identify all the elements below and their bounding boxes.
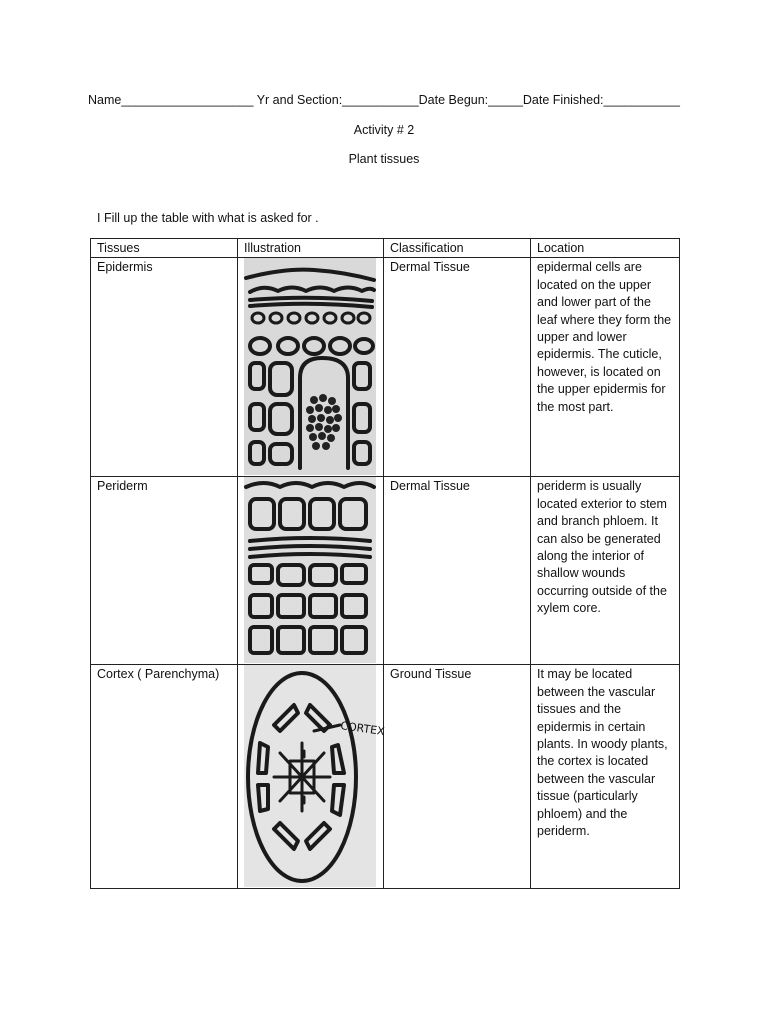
activity-title: Activity # 2 xyxy=(353,123,415,137)
epidermis-drawing xyxy=(244,258,376,475)
periderm-drawing xyxy=(244,477,376,663)
table-row xyxy=(91,665,680,889)
cortex-drawing xyxy=(244,665,386,887)
illustration-cell xyxy=(238,665,384,889)
tissue-name: Periderm xyxy=(91,477,238,665)
header-illustration: Illustration xyxy=(238,239,384,258)
header-fields: Name___________________ Yr and Section:___________Date Begun:_____Date Finished:___________ xyxy=(88,93,680,107)
table-header-row xyxy=(91,239,680,258)
location-text: periderm is usually located exterior to stem and branch phloem. It can also be generated along the interior of shallow wounds occurring outside of the xylem core. xyxy=(531,477,680,665)
header-tissues: Tissues xyxy=(91,239,238,258)
illustration-cell xyxy=(238,477,384,665)
table-row xyxy=(91,477,680,665)
illustration-cell xyxy=(238,258,384,477)
classification: Dermal Tissue xyxy=(384,258,531,477)
tissues-table xyxy=(90,238,680,889)
page-subtitle: Plant tissues xyxy=(348,152,420,166)
tissue-name: Epidermis xyxy=(91,258,238,477)
header-location: Location xyxy=(531,239,680,258)
cortex-label: CORTEX xyxy=(339,719,386,739)
table-row xyxy=(91,258,680,477)
location-text: It may be located between the vascular tissues and the epidermis in certain plants. In woody plants, the cortex is located between the vascular tissue (particularly phloem) and the periderm. xyxy=(531,665,680,889)
header-classification: Classification xyxy=(384,239,531,258)
location-text: epidermal cells are located on the upper and lower part of the leaf where they form the upper and lower epidermis. The cuticle, however, is located on the upper epidermis for the most part. xyxy=(531,258,680,477)
classification: Dermal Tissue xyxy=(384,477,531,665)
classification: Ground Tissue xyxy=(384,665,531,889)
instruction-text: I Fill up the table with what is asked for . xyxy=(97,211,319,225)
tissue-name: Cortex ( Parenchyma) xyxy=(91,665,238,889)
